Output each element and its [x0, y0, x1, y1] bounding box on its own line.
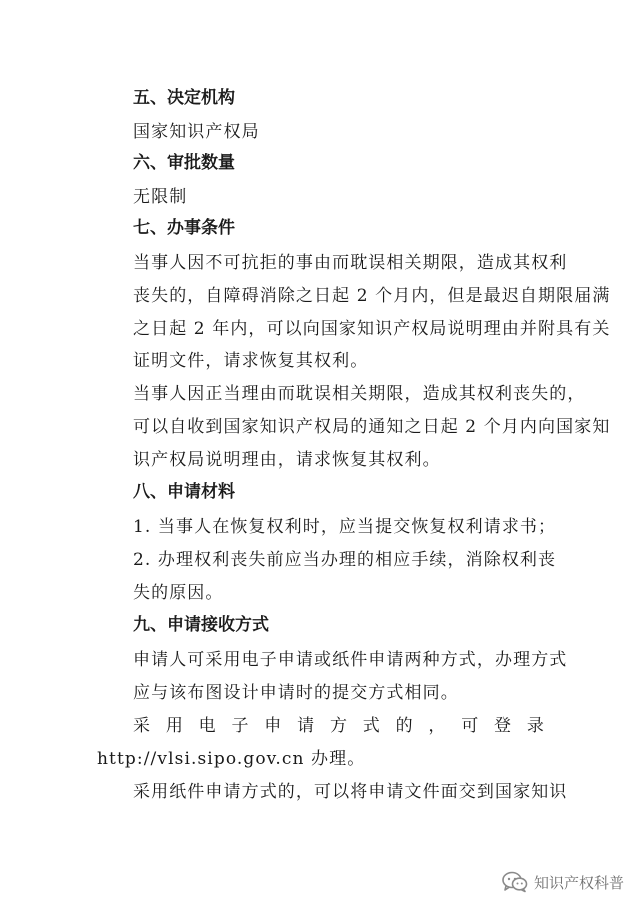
section-7-para2-line1: 当事人因正当理由而耽误相关期限，造成其权利丧失的，	[133, 384, 586, 404]
section-5-title: 五、决定机构	[133, 88, 235, 108]
section-5-content: 国家知识产权局	[133, 122, 260, 142]
section-7-para1-line4: 证明文件，请求恢复其权利。	[133, 351, 369, 371]
section-9-para2-line1: 采 用 电 子 申 请 方 式 的 ， 可 登 录	[133, 716, 545, 736]
section-9-para2-line2: http://vlsi.sipo.gov.cn 办理。	[97, 749, 366, 769]
section-8-item1: 1. 当事人在恢复权利时，应当提交恢复权利请求书；	[133, 517, 557, 537]
watermark	[502, 869, 624, 895]
section-8-item2-line1: 2. 办理权利丧失前应当办理的相应手续，消除权利丧	[133, 550, 557, 570]
section-9-title: 九、申请接收方式	[133, 615, 269, 635]
section-7-title: 七、办事条件	[133, 218, 235, 238]
section-8-title: 八、申请材料	[133, 482, 235, 502]
section-7-para2-line2: 可以自收到国家知识产权局的通知之日起 2 个月内向国家知	[133, 417, 611, 437]
section-7-para2-line3: 识产权局说明理由，请求恢复其权利。	[133, 450, 441, 470]
section-7-para1-line3: 之日起 2 年内，可以向国家知识产权局说明理由并附具有关	[133, 319, 611, 339]
section-9-para1-line2: 应与该布图设计申请时的提交方式相同。	[133, 683, 459, 703]
watermark-text: 知识产权科普	[533, 873, 624, 892]
section-8-item2-line2: 失的原因。	[133, 583, 224, 603]
wechat-icon	[502, 871, 528, 893]
section-7-para1-line2: 丧失的，自障碍消除之日起 2 个月内，但是最迟自期限届满	[133, 286, 611, 306]
section-9-para1-line1: 申请人可采用电子申请或纸件申请两种方式，办理方式	[133, 650, 568, 670]
section-6-title: 六、审批数量	[133, 153, 235, 173]
section-9-para3-line1: 采用纸件申请方式的，可以将申请文件面交到国家知识	[133, 782, 568, 802]
section-7-para1-line1: 当事人因不可抗拒的事由而耽误相关期限，造成其权利	[133, 253, 568, 273]
section-6-content: 无限制	[133, 187, 188, 207]
